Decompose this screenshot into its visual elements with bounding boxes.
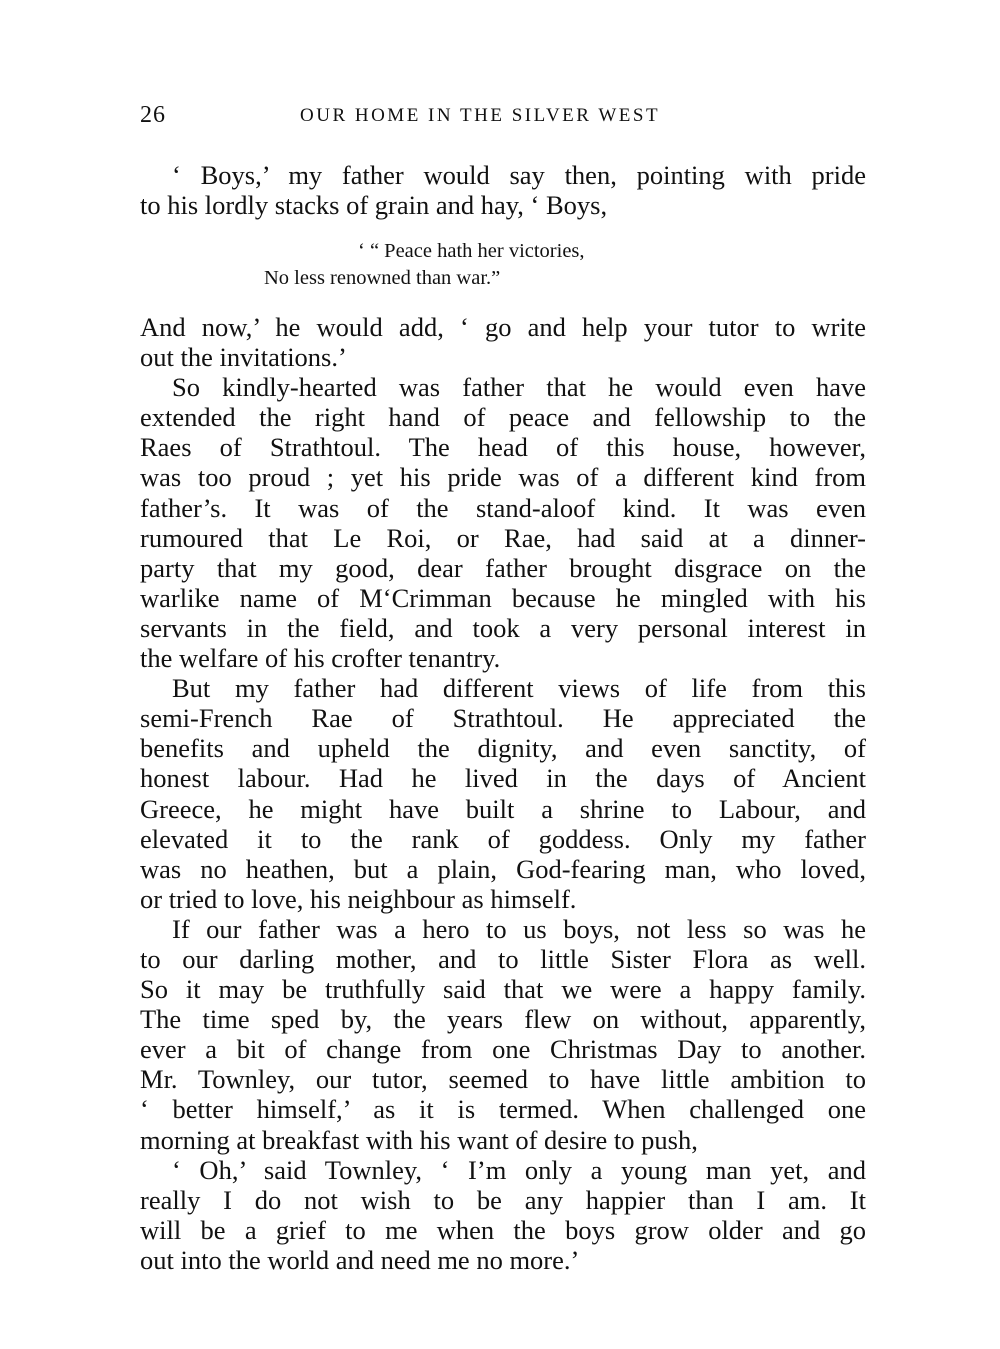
- text-line: morning at breakfast with his want of desire to push,: [140, 1124, 698, 1155]
- text-line: ‘ Oh,’ said Townley, ‘ I’m only a young man yet, and: [172, 1154, 866, 1185]
- text-line: really I do not wish to be any happier than I am. It: [140, 1184, 866, 1215]
- text-line: ever a bit of change from one Christmas Day to another.: [140, 1034, 866, 1065]
- text-line: father’s. It was of the stand-aloof kind. It was even: [140, 492, 866, 523]
- text-line: will be a grief to me when the boys grow older and go: [140, 1214, 866, 1245]
- text-line: Raes of Strathtoul. The head of this house, however,: [140, 432, 866, 463]
- text-line: to his lordly stacks of grain and hay, ‘ Boys,: [140, 190, 608, 221]
- text-line: And now,’ he would add, ‘ go and help your tutor to write: [140, 312, 866, 342]
- text-line: elevated it to the rank of goddess. Only my father: [140, 823, 866, 854]
- text-line: Greece, he might have built a shrine to Labour, and: [140, 793, 866, 824]
- text-line: So kindly-hearted was father that he would even have: [172, 372, 866, 403]
- opening-paragraph: [140, 160, 866, 220]
- text-line: or tried to love, his neighbour as himself.: [140, 883, 577, 914]
- text-line: extended the right hand of peace and fellowship to the: [140, 402, 866, 433]
- page-number: 26: [140, 102, 166, 128]
- text-line: ‘ better himself,’ as it is termed. When challenged one: [140, 1094, 866, 1125]
- text-line: out into the world and need me no more.’: [140, 1244, 580, 1275]
- page-header: [140, 102, 866, 132]
- verse-line: ‘ “ Peace hath her victories,: [358, 240, 585, 262]
- text-line: party that my good, dear father brought disgrace on the: [140, 552, 866, 583]
- text-line: rumoured that Le Roi, or Rae, had said at a dinner-: [140, 522, 866, 553]
- text-line: But my father had different views of life from this: [172, 673, 866, 704]
- text-line: to our darling mother, and to little Sister Flora as well.: [140, 943, 866, 974]
- text-line: the welfare of his crofter tenantry.: [140, 643, 501, 674]
- text-line: Mr. Townley, our tutor, seemed to have little ambition to: [140, 1064, 866, 1095]
- text-line: servants in the field, and took a very personal interest in: [140, 612, 866, 643]
- running-title: OUR HOME IN THE SILVER WEST: [300, 105, 661, 126]
- verse-quotation: [140, 238, 866, 292]
- text-line: If our father was a hero to us boys, not less so was he: [172, 913, 866, 944]
- verse-line: No less renowned than war.”: [264, 267, 501, 289]
- text-line: was no heathen, but a plain, God-fearing man, who loved,: [140, 853, 866, 884]
- text-line: honest labour. Had he lived in the days of Ancient: [140, 763, 866, 794]
- text-line: benefits and upheld the dignity, and even sanctity, of: [140, 733, 866, 764]
- text-line: The time sped by, the years flew on without, apparently,: [140, 1004, 866, 1035]
- text-line: out the invitations.’: [140, 342, 347, 373]
- text-line: So it may be truthfully said that we were a happy family.: [140, 974, 866, 1005]
- text-line: was too proud ; yet his pride was of a different kind from: [140, 462, 866, 493]
- text-line: semi-French Rae of Strathtoul. He appreciated the: [140, 703, 866, 734]
- text-line: ‘ Boys,’ my father would say then, pointing with pride: [172, 160, 866, 190]
- text-line: warlike name of M‘Crimman because he mingled with his: [140, 582, 866, 613]
- main-text: [140, 312, 866, 1275]
